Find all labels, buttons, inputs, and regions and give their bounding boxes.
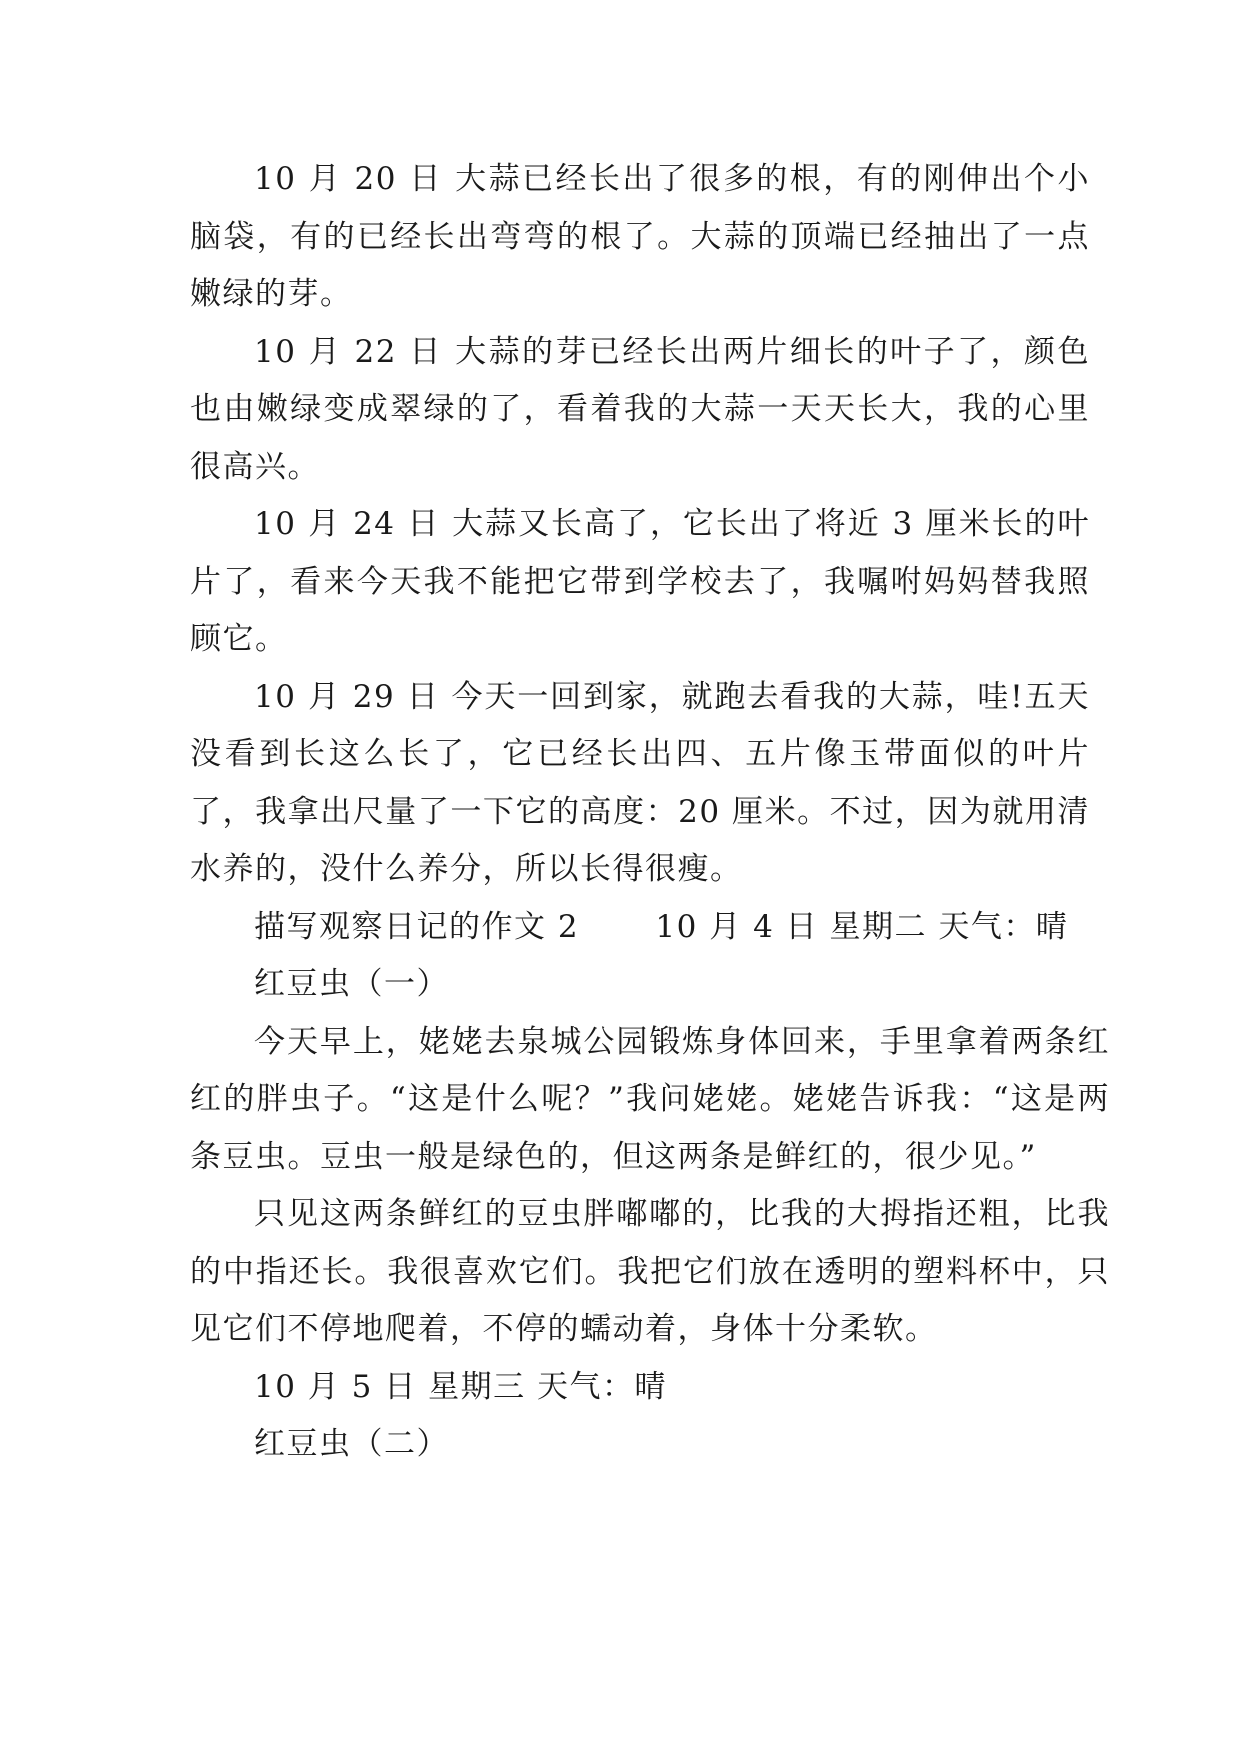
diary-entry-oct-24: 10 月 24 日 大蒜又长高了，它长出了将近 3 厘米长的叶片了，看来今天我不能把它带到学校去了，我嘱咐妈妈替我照顾它。 [190, 506, 1090, 657]
red-bean-worm-paragraph-1: 今天早上，姥姥去泉城公园锻炼身体回来，手里拿着两条红红的胖虫子。“这是什么呢？”我问姥姥。姥姥告诉我：“这是两条豆虫。豆虫一般是绿色的，但这两条是鲜红的，很少见。” [190, 1023, 1110, 1175]
date-weather-line: 10 月 5 日 星期三 天气：晴 [254, 1368, 667, 1405]
section-title-red-bean-worm-2: 红豆虫（二） [254, 1426, 449, 1462]
essay-heading-line: 描写观察日记的作文 2 10 月 4 日 星期二 天气：晴 [254, 908, 1069, 945]
diary-entry-oct-22: 10 月 22 日 大蒜的芽已经长出两片细长的叶子了，颜色也由嫩绿变成翠绿的了，看着我的大蒜一天天长大，我的心里很高兴。 [190, 333, 1090, 485]
diary-entry-oct-20: 10 月 20 日 大蒜已经长出了很多的根，有的刚伸出个小脑袋，有的已经长出弯弯的根了。大蒜的顶端已经抽出了一点嫩绿的芽。 [190, 161, 1090, 312]
diary-entry-oct-29: 10 月 29 日 今天一回到家，就跑去看我的大蒜，哇!五天没看到长这么长了，它已经长出四、五片像玉带面似的叶片了，我拿出尺量了一下它的高度：20 厘米。不过，因为就用清水养的，没什么养分，所以长得很瘦。 [190, 678, 1090, 887]
red-bean-worm-paragraph-2: 只见这两条鲜红的豆虫胖嘟嘟的，比我的大拇指还粗，比我的中指还长。我很喜欢它们。我把它们放在透明的塑料杯中，只见它们不停地爬着，不停的蠕动着，身体十分柔软。 [190, 1196, 1110, 1347]
document-body [190, 151, 1110, 1474]
section-title-red-bean-worm-1: 红豆虫（一） [254, 966, 449, 1002]
